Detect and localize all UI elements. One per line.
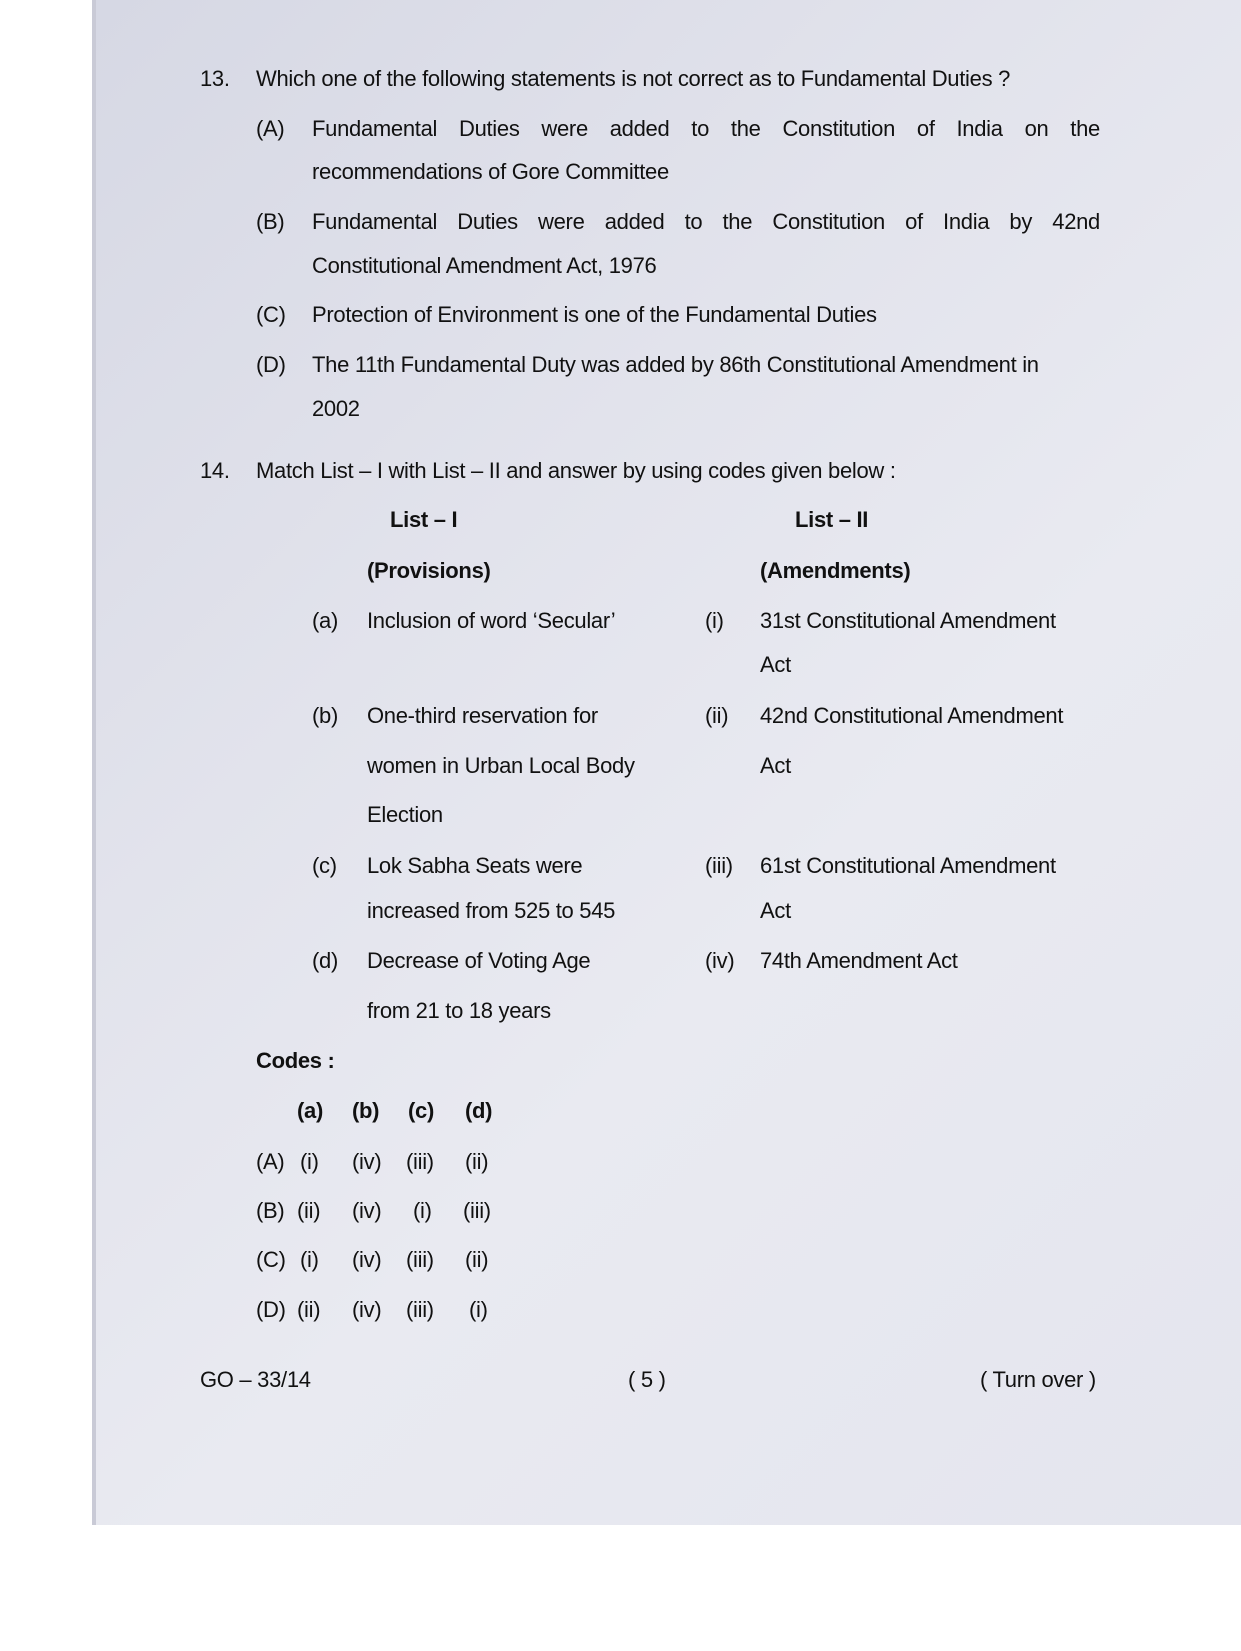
- code-row-a-val3: (iii): [406, 1149, 434, 1174]
- list1-item-c-label: (c): [312, 853, 337, 878]
- list1-item-b-label: (b): [312, 703, 338, 728]
- code-row-c-val2: (iv): [352, 1247, 382, 1272]
- code-row-a-label: (A): [256, 1149, 285, 1174]
- list2-item-ii-label: (ii): [705, 703, 729, 728]
- list1-item-d-label: (d): [312, 948, 338, 973]
- q13-option-d-line2: 2002: [312, 396, 360, 421]
- codes-header-a: (a): [297, 1098, 323, 1123]
- code-row-b-val1: (ii): [297, 1198, 321, 1223]
- q13-option-d-line1: The 11th Fundamental Duty was added by 86th Constitutional Amendment in: [312, 352, 1039, 377]
- list2-item-iii-line2: Act: [760, 898, 791, 923]
- list1-item-b-line3: Election: [367, 802, 443, 827]
- code-row-b-val2: (iv): [352, 1198, 382, 1223]
- list1-item-a-label: (a): [312, 608, 338, 633]
- code-row-d-label: (D): [256, 1297, 286, 1322]
- list2-item-iv-line1: 74th Amendment Act: [760, 948, 958, 973]
- code-row-c-label: (C): [256, 1247, 286, 1272]
- code-row-c-val4: (ii): [465, 1247, 489, 1272]
- codes-header-b: (b): [352, 1098, 380, 1123]
- code-row-b-val4: (iii): [463, 1198, 491, 1223]
- list1-item-a-line1: Inclusion of word ‘Secular’: [367, 608, 616, 633]
- q14-question: Match List – I with List – II and answer by using codes given below :: [256, 458, 896, 483]
- code-row-d-val1: (ii): [297, 1297, 321, 1322]
- list2-item-iii-line1: 61st Constitutional Amendment: [760, 853, 1056, 878]
- list1-title: List – I: [390, 507, 458, 532]
- code-row-b-val3: (i): [413, 1198, 432, 1223]
- list2-item-iv-label: (iv): [705, 948, 735, 973]
- code-row-d-val4: (i): [469, 1297, 488, 1322]
- code-row-a-val1: (i): [300, 1149, 319, 1174]
- code-row-d-val3: (iii): [406, 1297, 434, 1322]
- code-row-c-val1: (i): [300, 1247, 319, 1272]
- list2-item-i-line1: 31st Constitutional Amendment: [760, 608, 1056, 633]
- q13-option-a-label: (A): [256, 116, 285, 141]
- code-row-a-val4: (ii): [465, 1149, 489, 1174]
- footer-exam-code: GO – 33/14: [200, 1367, 311, 1392]
- q13-option-d-label: (D): [256, 352, 286, 377]
- code-row-b-label: (B): [256, 1198, 285, 1223]
- list1-item-d-line1: Decrease of Voting Age: [367, 948, 591, 973]
- list1-item-d-line2: from 21 to 18 years: [367, 998, 551, 1023]
- page-edge: [92, 0, 96, 1525]
- q13-option-a-line2: recommendations of Gore Committee: [312, 159, 669, 184]
- q13-option-c-label: (C): [256, 302, 286, 327]
- q13-option-a-line1: Fundamental Duties were added to the Constitution of India on the: [312, 116, 1100, 141]
- list2-item-i-label: (i): [705, 608, 724, 633]
- codes-header-c: (c): [408, 1098, 434, 1123]
- code-row-c-val3: (iii): [406, 1247, 434, 1272]
- list1-item-b-line1: One-third reservation for: [367, 703, 598, 728]
- list1-item-b-line2: women in Urban Local Body: [367, 753, 635, 778]
- list2-item-ii-line1: 42nd Constitutional Amendment: [760, 703, 1064, 728]
- code-row-a-val2: (iv): [352, 1149, 382, 1174]
- list1-item-c-line2: increased from 525 to 545: [367, 898, 616, 923]
- list2-item-ii-line2: Act: [760, 753, 791, 778]
- q13-number: 13.: [200, 66, 230, 91]
- q13-option-b-line1: Fundamental Duties were added to the Constitution of India by 42nd: [312, 209, 1100, 234]
- q14-number: 14.: [200, 458, 230, 483]
- list2-item-iii-label: (iii): [705, 853, 733, 878]
- list1-item-c-line1: Lok Sabha Seats were: [367, 853, 583, 878]
- q13-option-b-line2: Constitutional Amendment Act, 1976: [312, 253, 657, 278]
- codes-header-d: (d): [465, 1098, 493, 1123]
- q13-option-b-label: (B): [256, 209, 285, 234]
- code-row-d-val2: (iv): [352, 1297, 382, 1322]
- list2-title: List – II: [795, 507, 869, 532]
- footer-turn-over: ( Turn over ): [980, 1367, 1096, 1392]
- q13-option-c-line1: Protection of Environment is one of the Fundamental Duties: [312, 302, 877, 327]
- list2-subtitle: (Amendments): [760, 558, 911, 583]
- footer-page-number: ( 5 ): [628, 1367, 666, 1392]
- list1-subtitle: (Provisions): [367, 558, 491, 583]
- q13-question: Which one of the following statements is not correct as to Fundamental Duties ?: [256, 66, 1011, 91]
- list2-item-i-line2: Act: [760, 652, 791, 677]
- codes-label: Codes :: [256, 1048, 335, 1073]
